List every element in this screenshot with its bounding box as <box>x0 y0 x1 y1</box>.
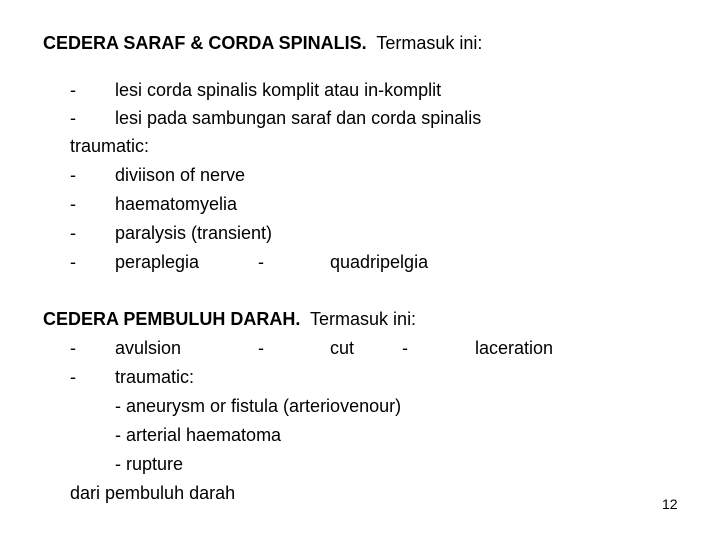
s2-item2-text: traumatic: <box>115 367 195 387</box>
section1-heading <box>43 32 482 54</box>
s2-item1-a: avulsion <box>115 338 182 358</box>
s1-sub4-text: peraplegia <box>115 252 200 272</box>
s2-item1-dash2: - <box>258 338 264 358</box>
s1-item2-dash: - <box>70 108 76 128</box>
s1-sub3-text: paralysis (transient) <box>115 223 273 243</box>
s2-item1-b: cut <box>330 338 355 358</box>
page-number: 12 <box>662 496 678 512</box>
section1-heading-bold: CEDERA SARAF & CORDA SPINALIS. <box>43 33 367 53</box>
s2-item2-dash: - <box>70 367 76 387</box>
s2-sub1: - aneurysm or fistula (arteriovenour) <box>115 396 402 416</box>
s1-sub4-dash: - <box>70 252 76 272</box>
s2-footer-line: dari pembuluh darah <box>70 483 236 503</box>
s2-item1-c: laceration <box>475 338 554 358</box>
s2-sub2: - arterial haematoma <box>115 425 282 445</box>
section2-heading-rest: Termasuk ini: <box>310 309 417 329</box>
s2-item1-dash3: - <box>402 338 408 358</box>
section2-heading-bold: CEDERA PEMBULUH DARAH. <box>43 309 301 329</box>
s2-item1-dash: - <box>70 338 76 358</box>
s1-item2-text: lesi pada sambungan saraf dan corda spinalis <box>115 108 482 128</box>
s1-sub2-text: haematomyelia <box>115 194 238 214</box>
s1-sub3-dash: - <box>70 223 76 243</box>
s1-sub1-text: diviison of nerve <box>115 165 246 185</box>
s1-item1-dash: - <box>70 80 76 100</box>
s2-sub3: - rupture <box>115 454 184 474</box>
s1-subheading: traumatic: <box>70 136 150 156</box>
s1-sub1-dash: - <box>70 165 76 185</box>
section1-heading-rest: Termasuk ini: <box>376 33 483 53</box>
s1-sub4-text2: quadripelgia <box>330 252 429 272</box>
section2-heading <box>43 308 416 330</box>
s1-item1-text: lesi corda spinalis komplit atau in-komplit <box>115 80 442 100</box>
s1-sub2-dash: - <box>70 194 76 214</box>
s1-sub4-dash2: - <box>258 252 264 272</box>
